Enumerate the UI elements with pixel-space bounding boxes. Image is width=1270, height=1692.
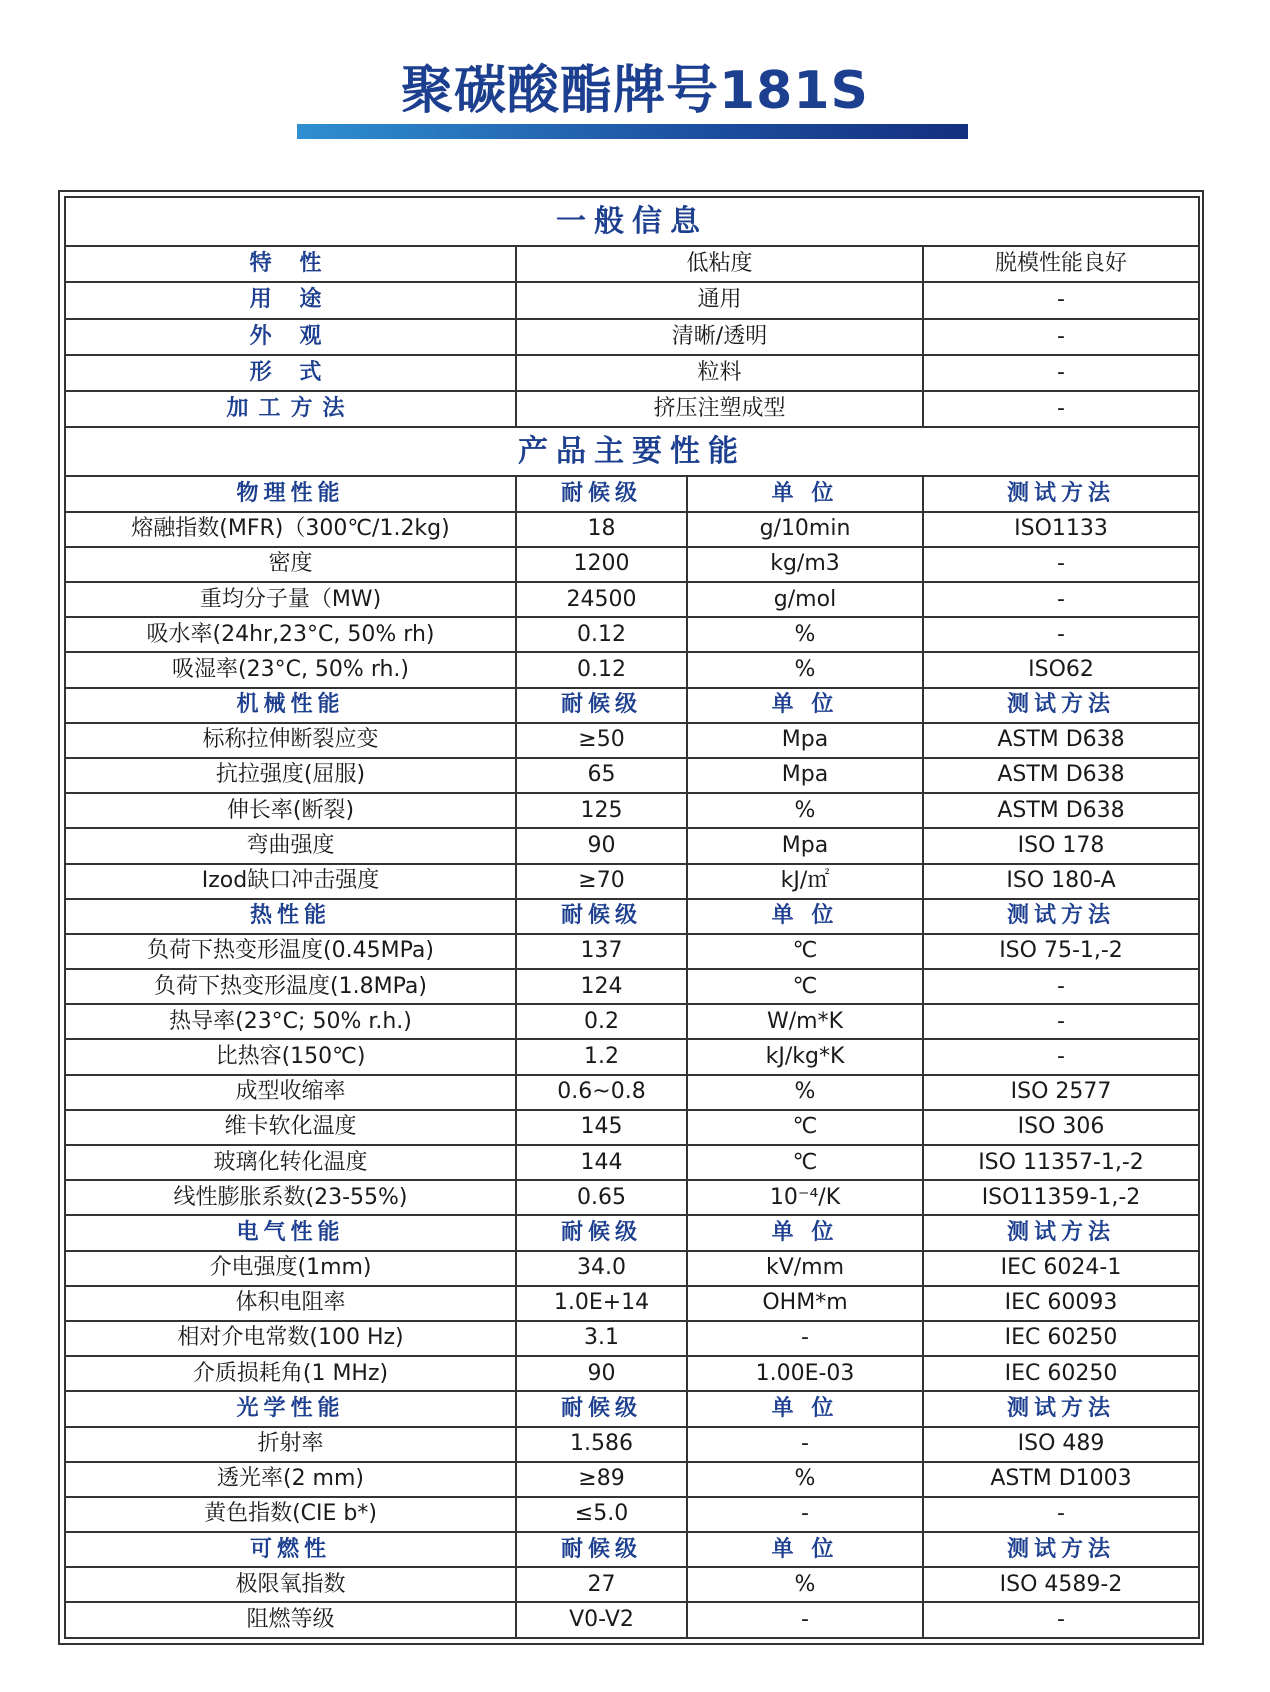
property-test-method: IEC 60093: [923, 1286, 1199, 1321]
property-name: 负荷下热变形温度(1.8MPa): [65, 969, 516, 1004]
property-test-method: -: [923, 547, 1199, 582]
property-test-method: ISO1133: [923, 512, 1199, 547]
property-row: [65, 1075, 1199, 1110]
property-test-method: -: [923, 1039, 1199, 1074]
property-row: [65, 1145, 1199, 1180]
property-value: 90: [516, 828, 687, 863]
section-title-general: 一般信息: [65, 197, 1199, 246]
property-row: [65, 723, 1199, 758]
property-row: [65, 1356, 1199, 1391]
column-header-grade: 耐候级: [516, 1532, 687, 1567]
general-label: 特 性: [65, 246, 516, 282]
property-row: [65, 1286, 1199, 1321]
property-row: [65, 512, 1199, 547]
property-value: V0-V2: [516, 1602, 687, 1638]
general-value: 清晰/透明: [516, 319, 923, 355]
group-name: 热性能: [65, 899, 516, 934]
property-name: 玻璃化转化温度: [65, 1145, 516, 1180]
property-name: 极限氧指数: [65, 1567, 516, 1602]
column-header-method: 测试方法: [923, 1215, 1199, 1250]
property-test-method: ISO 306: [923, 1110, 1199, 1145]
property-value: 0.12: [516, 652, 687, 687]
property-value: 27: [516, 1567, 687, 1602]
property-row: [65, 1462, 1199, 1497]
property-unit: kV/mm: [687, 1251, 923, 1286]
page-title: 聚碳酸酯牌号181S: [401, 61, 869, 121]
property-unit: W/m*K: [687, 1004, 923, 1039]
property-name: 介质损耗角(1 MHz): [65, 1356, 516, 1391]
property-value: 1.0E+14: [516, 1286, 687, 1321]
spec-table: [64, 196, 1200, 1639]
column-header-unit: 单 位: [687, 688, 923, 723]
general-info-row: [65, 319, 1199, 355]
property-value: 144: [516, 1145, 687, 1180]
group-name: 光学性能: [65, 1391, 516, 1426]
column-header-grade: 耐候级: [516, 476, 687, 511]
property-test-method: ISO 75-1,-2: [923, 934, 1199, 969]
general-label: 形 式: [65, 355, 516, 391]
property-test-method: ISO62: [923, 652, 1199, 687]
property-unit: g/10min: [687, 512, 923, 547]
column-header-method: 测试方法: [923, 1532, 1199, 1567]
property-test-method: ASTM D638: [923, 758, 1199, 793]
property-unit: -: [687, 1602, 923, 1638]
property-test-method: ISO 180-A: [923, 864, 1199, 899]
property-row: [65, 1039, 1199, 1074]
property-value: 0.12: [516, 617, 687, 652]
general-note: -: [923, 391, 1199, 427]
property-row: [65, 652, 1199, 687]
column-header-grade: 耐候级: [516, 688, 687, 723]
property-name: 维卡软化温度: [65, 1110, 516, 1145]
property-name: 透光率(2 mm): [65, 1462, 516, 1497]
property-value: 0.2: [516, 1004, 687, 1039]
general-value: 低粘度: [516, 246, 923, 282]
property-row: [65, 758, 1199, 793]
general-note: -: [923, 319, 1199, 355]
property-value: 34.0: [516, 1251, 687, 1286]
column-header-method: 测试方法: [923, 899, 1199, 934]
group-header-row: [65, 1532, 1199, 1567]
group-header-row: [65, 899, 1199, 934]
property-row: [65, 828, 1199, 863]
group-header-row: [65, 1391, 1199, 1426]
property-unit: 1.00E-03: [687, 1356, 923, 1391]
property-name: 体积电阻率: [65, 1286, 516, 1321]
general-note: -: [923, 282, 1199, 318]
property-test-method: ASTM D638: [923, 793, 1199, 828]
property-test-method: -: [923, 969, 1199, 1004]
group-name: 机械性能: [65, 688, 516, 723]
property-name: 成型收缩率: [65, 1075, 516, 1110]
property-value: 145: [516, 1110, 687, 1145]
property-unit: ℃: [687, 969, 923, 1004]
group-header-row: [65, 688, 1199, 723]
property-name: 热导率(23°C; 50% r.h.): [65, 1004, 516, 1039]
property-test-method: -: [923, 1497, 1199, 1532]
property-row: [65, 793, 1199, 828]
general-info-row: [65, 282, 1199, 318]
property-value: 125: [516, 793, 687, 828]
column-header-grade: 耐候级: [516, 899, 687, 934]
property-value: 137: [516, 934, 687, 969]
property-row: [65, 582, 1199, 617]
section-title-performance: 产品主要性能: [65, 427, 1199, 476]
column-header-unit: 单 位: [687, 1215, 923, 1250]
general-info-row: [65, 355, 1199, 391]
general-info-row: [65, 246, 1199, 282]
column-header-unit: 单 位: [687, 1391, 923, 1426]
property-name: 黄色指数(CIE b*): [65, 1497, 516, 1532]
property-unit: Mpa: [687, 828, 923, 863]
property-value: ≥89: [516, 1462, 687, 1497]
property-name: 介电强度(1mm): [65, 1251, 516, 1286]
column-header-method: 测试方法: [923, 476, 1199, 511]
property-test-method: ISO11359-1,-2: [923, 1180, 1199, 1215]
property-unit: %: [687, 1462, 923, 1497]
property-unit: g/mol: [687, 582, 923, 617]
spec-table-body: [65, 197, 1199, 1638]
property-row: [65, 934, 1199, 969]
general-value: 通用: [516, 282, 923, 318]
property-name: 线性膨胀系数(23-55%): [65, 1180, 516, 1215]
column-header-method: 测试方法: [923, 1391, 1199, 1426]
property-unit: Mpa: [687, 723, 923, 758]
property-row: [65, 1110, 1199, 1145]
group-name: 物理性能: [65, 476, 516, 511]
property-unit: -: [687, 1321, 923, 1356]
property-value: 0.6~0.8: [516, 1075, 687, 1110]
property-test-method: IEC 60250: [923, 1356, 1199, 1391]
group-name: 可燃性: [65, 1532, 516, 1567]
property-value: 1.586: [516, 1427, 687, 1462]
section-header-row: [65, 427, 1199, 476]
property-unit: kJ/㎡: [687, 864, 923, 899]
general-label: 加工方法: [65, 391, 516, 427]
property-test-method: IEC 6024-1: [923, 1251, 1199, 1286]
property-row: [65, 1180, 1199, 1215]
property-test-method: ISO 2577: [923, 1075, 1199, 1110]
property-row: [65, 1602, 1199, 1638]
property-row: [65, 969, 1199, 1004]
property-row: [65, 1004, 1199, 1039]
general-note: 脱模性能良好: [923, 246, 1199, 282]
property-unit: ℃: [687, 1145, 923, 1180]
column-header-unit: 单 位: [687, 899, 923, 934]
property-test-method: -: [923, 1004, 1199, 1039]
property-value: 3.1: [516, 1321, 687, 1356]
property-name: Izod缺口冲击强度: [65, 864, 516, 899]
property-name: 折射率: [65, 1427, 516, 1462]
property-unit: %: [687, 652, 923, 687]
property-unit: %: [687, 617, 923, 652]
property-row: [65, 1497, 1199, 1532]
column-header-grade: 耐候级: [516, 1215, 687, 1250]
general-info-row: [65, 391, 1199, 427]
property-row: [65, 1321, 1199, 1356]
column-header-grade: 耐候级: [516, 1391, 687, 1426]
property-value: 65: [516, 758, 687, 793]
property-unit: ℃: [687, 1110, 923, 1145]
group-header-row: [65, 1215, 1199, 1250]
property-row: [65, 617, 1199, 652]
property-value: ≥70: [516, 864, 687, 899]
property-value: 0.65: [516, 1180, 687, 1215]
property-test-method: ASTM D638: [923, 723, 1199, 758]
general-value: 粒料: [516, 355, 923, 391]
property-name: 弯曲强度: [65, 828, 516, 863]
property-name: 熔融指数(MFR)（300℃/1.2kg): [65, 512, 516, 547]
group-name: 电气性能: [65, 1215, 516, 1250]
property-unit: %: [687, 1567, 923, 1602]
general-note: -: [923, 355, 1199, 391]
property-unit: -: [687, 1497, 923, 1532]
property-value: 1.2: [516, 1039, 687, 1074]
property-value: 90: [516, 1356, 687, 1391]
property-unit: %: [687, 793, 923, 828]
property-value: 124: [516, 969, 687, 1004]
property-unit: -: [687, 1427, 923, 1462]
property-name: 比热容(150℃): [65, 1039, 516, 1074]
property-name: 密度: [65, 547, 516, 582]
column-header-unit: 单 位: [687, 476, 923, 511]
property-name: 伸长率(断裂): [65, 793, 516, 828]
property-unit: 10⁻⁴/K: [687, 1180, 923, 1215]
property-name: 吸水率(24hr,23°C, 50% rh): [65, 617, 516, 652]
property-value: ≤5.0: [516, 1497, 687, 1532]
property-test-method: -: [923, 1602, 1199, 1638]
property-value: 24500: [516, 582, 687, 617]
general-label: 外 观: [65, 319, 516, 355]
property-test-method: ISO 178: [923, 828, 1199, 863]
property-row: [65, 1427, 1199, 1462]
property-unit: kg/m3: [687, 547, 923, 582]
property-unit: ℃: [687, 934, 923, 969]
property-row: [65, 864, 1199, 899]
property-row: [65, 547, 1199, 582]
property-name: 负荷下热变形温度(0.45MPa): [65, 934, 516, 969]
property-test-method: -: [923, 582, 1199, 617]
property-test-method: IEC 60250: [923, 1321, 1199, 1356]
property-test-method: ISO 11357-1,-2: [923, 1145, 1199, 1180]
property-row: [65, 1567, 1199, 1602]
property-name: 重均分子量（MW): [65, 582, 516, 617]
property-unit: %: [687, 1075, 923, 1110]
property-value: 18: [516, 512, 687, 547]
property-unit: Mpa: [687, 758, 923, 793]
property-test-method: -: [923, 617, 1199, 652]
property-value: 1200: [516, 547, 687, 582]
property-test-method: ISO 4589-2: [923, 1567, 1199, 1602]
column-header-method: 测试方法: [923, 688, 1199, 723]
property-name: 阻燃等级: [65, 1602, 516, 1638]
property-unit: OHM*m: [687, 1286, 923, 1321]
property-name: 抗拉强度(屈服): [65, 758, 516, 793]
group-header-row: [65, 476, 1199, 511]
title-underline-bar: [297, 124, 968, 139]
property-name: 相对介电常数(100 Hz): [65, 1321, 516, 1356]
property-value: ≥50: [516, 723, 687, 758]
column-header-unit: 单 位: [687, 1532, 923, 1567]
property-unit: kJ/kg*K: [687, 1039, 923, 1074]
property-test-method: ASTM D1003: [923, 1462, 1199, 1497]
general-value: 挤压注塑成型: [516, 391, 923, 427]
property-name: 吸湿率(23°C, 50% rh.): [65, 652, 516, 687]
property-name: 标称拉伸断裂应变: [65, 723, 516, 758]
section-header-row: [65, 197, 1199, 246]
property-test-method: ISO 489: [923, 1427, 1199, 1462]
general-label: 用 途: [65, 282, 516, 318]
property-row: [65, 1251, 1199, 1286]
